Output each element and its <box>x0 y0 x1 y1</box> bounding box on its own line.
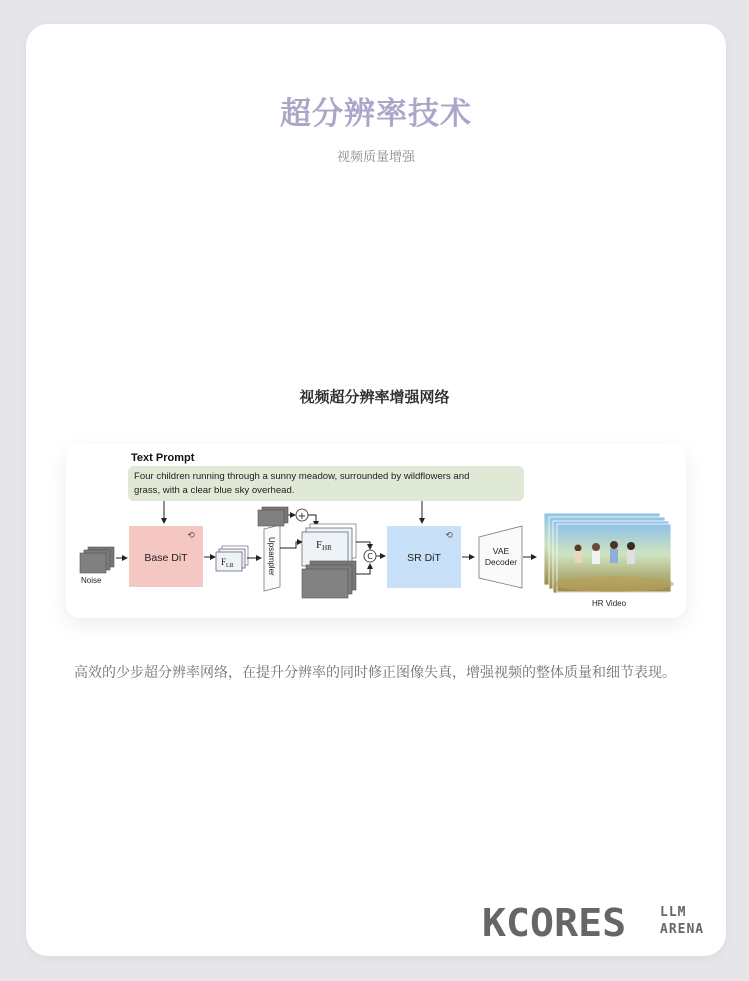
hr-video-frames <box>544 513 674 593</box>
text-prompt-line-1: Four children running through a sunny meadow, surrounded by wildflowers and <box>134 471 470 482</box>
top-noise-frames <box>258 507 288 526</box>
sr-dit-label: SR DiT <box>407 552 441 564</box>
noise-frames <box>80 547 114 573</box>
decoder-label: Decoder <box>484 557 518 567</box>
fhr-to-concat-arrow <box>356 542 370 549</box>
logo-sub-line-1: LLM <box>660 905 687 920</box>
plus-symbol: + <box>297 511 307 522</box>
base-dit-label: Base DiT <box>144 552 188 564</box>
hr-video-label: HR Video <box>591 599 627 608</box>
f-hr-label: FHR <box>316 539 332 552</box>
noise-label: Noise <box>81 576 102 585</box>
logo-wordmark: KCORES <box>482 901 627 945</box>
architecture-diagram <box>66 444 686 618</box>
figure-title: 视频超分辨率增强网络 <box>299 388 450 406</box>
bottom-noise-frames <box>302 561 356 598</box>
sr-dit-cycle-icon: ⟲ <box>445 531 453 541</box>
logo-subtext <box>660 904 704 938</box>
vae-label: VAE <box>492 546 510 556</box>
upsampler-label: Upsampler <box>267 537 276 576</box>
page-title: 超分辨率技术 <box>280 96 472 132</box>
text-prompt-line-2: grass, with a clear blue sky overhead. <box>134 485 295 496</box>
text-prompt-label: Text Prompt <box>131 452 195 464</box>
concat-symbol: C <box>367 552 373 561</box>
upsampler-to-fhr-arrow <box>280 542 302 548</box>
diagram-svg <box>66 444 686 618</box>
f-lr-label: $F_{LR}$ <box>221 557 234 569</box>
base-dit-cycle-icon: ⟲ <box>187 531 195 541</box>
page-subtitle: 视频质量增强 <box>336 150 415 165</box>
figure-description: 高效的少步超分辨率网络，在提升分辨率的同时修正图像失真，增强视频的整体质量和细节表现。 <box>74 665 676 681</box>
noise-to-concat-arrow <box>356 564 370 574</box>
kcores-logo <box>482 901 712 945</box>
logo-sub-line-2: ARENA <box>660 922 705 937</box>
